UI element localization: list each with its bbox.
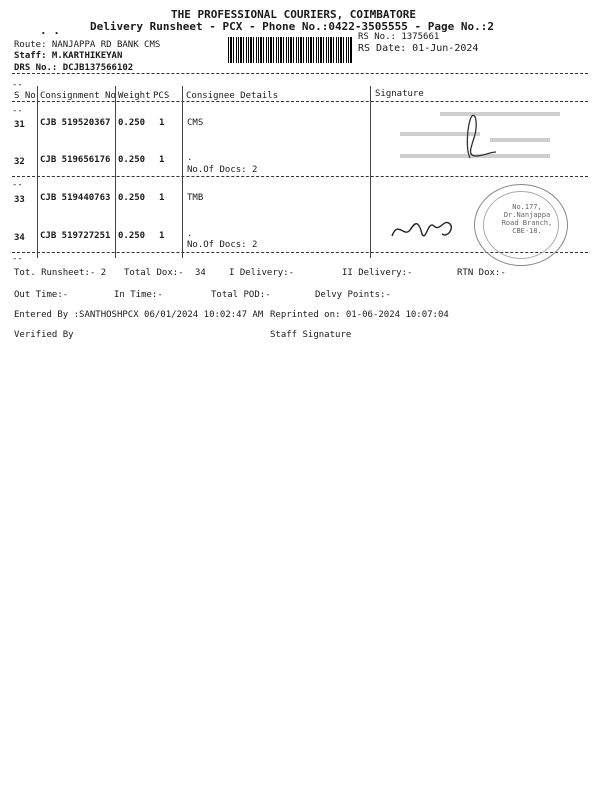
reprinted-on: Reprinted on: 01-06-2024 10:07:04 (270, 310, 449, 320)
divider (12, 73, 588, 74)
stamp-line: No.177, (512, 203, 542, 211)
out-time: Out Time:- (14, 290, 69, 300)
row-pcs: 1 (159, 193, 165, 203)
row-sno: 31 (14, 120, 25, 130)
company-name: THE PROFESSIONAL COURIERS, COIMBATORE (171, 8, 417, 21)
col-consignment: Consignment No (40, 91, 116, 101)
verified-by: Verified By (14, 330, 74, 340)
dash-mark: -- (12, 106, 23, 116)
rs-number: RS No.: 1375661 (358, 32, 440, 42)
column-line (370, 86, 371, 258)
row-pcs: 1 (159, 231, 165, 241)
divider (12, 101, 588, 102)
row-weight: 0.250 (118, 231, 146, 241)
column-line (115, 86, 116, 258)
row-consignment: CJB 519727251 (40, 231, 111, 241)
row-sno: 33 (14, 195, 25, 205)
staff-signature: Staff Signature (270, 330, 352, 340)
row-sno: 32 (14, 157, 25, 167)
delvy-points: Delvy Points:- (315, 290, 391, 300)
drs-number: DRS No.: DCJB137566102 (14, 63, 134, 73)
row-consignment: CJB 519656176 (40, 155, 111, 165)
row-docs: No.Of Docs: 2 (187, 240, 258, 250)
route-label: Route: NANJAPPA RD BANK CMS (14, 40, 161, 50)
row-pcs: 1 (159, 155, 165, 165)
header-dots: . . (40, 24, 60, 37)
barcode (228, 37, 352, 63)
runsheet-title: Delivery Runsheet - PCX - Phone No.:0422-3505555 - Page No.:2 (90, 20, 494, 33)
signature-graphic-1 (380, 108, 580, 178)
row-pcs: 1 (159, 118, 165, 128)
row-consignment: CJB 519440763 (40, 193, 111, 203)
stamp-line: CBE-18. (512, 227, 542, 235)
row-docs: No.Of Docs: 2 (187, 165, 258, 175)
i-delivery: I Delivery:- (229, 268, 295, 278)
row-consignee: . (187, 153, 193, 163)
row-weight: 0.250 (118, 155, 146, 165)
row-sno: 34 (14, 233, 25, 243)
col-sno: S No (14, 91, 36, 101)
column-line (182, 86, 183, 258)
ii-delivery: II Delivery:- (342, 268, 413, 278)
total-dox-value: 34 (195, 268, 206, 278)
tot-runsheet: Tot. Runsheet:- 2 (14, 268, 107, 278)
total-pod: Total POD:- (211, 290, 271, 300)
dash-mark: -- (12, 254, 23, 264)
row-consignee: . (187, 229, 193, 239)
row-consignee: TMB (187, 193, 204, 203)
column-line (37, 86, 38, 258)
row-consignment: CJB 519520367 (40, 118, 111, 128)
stamp-text (497, 203, 557, 235)
row-weight: 0.250 (118, 118, 146, 128)
branch-stamp (474, 184, 568, 266)
col-weight: Weight (118, 91, 151, 101)
entered-by: Entered By :SANTHOSHPCX 06/01/2024 10:02:47 AM (14, 310, 264, 320)
col-consignee: Consignee Details (186, 91, 279, 101)
stamp-line: Road Branch, (501, 219, 553, 227)
dash-mark: -- (12, 180, 23, 190)
staff-label: Staff: M.KARTHIKEYAN (14, 51, 123, 61)
dash-mark: -- (12, 80, 23, 90)
rtn-dox: RTN Dox:- (457, 268, 506, 278)
row-consignee: CMS (187, 118, 204, 128)
col-signature: Signature (375, 89, 424, 99)
total-dox-label: Total Dox:- (124, 268, 184, 278)
rs-date: RS Date: 01-Jun-2024 (358, 43, 479, 54)
stamp-line: Dr.Nanjappa (503, 211, 551, 219)
in-time: In Time:- (114, 290, 163, 300)
row-weight: 0.250 (118, 193, 146, 203)
col-pcs: PCS (153, 91, 170, 101)
signature-graphic-2 (388, 208, 468, 248)
